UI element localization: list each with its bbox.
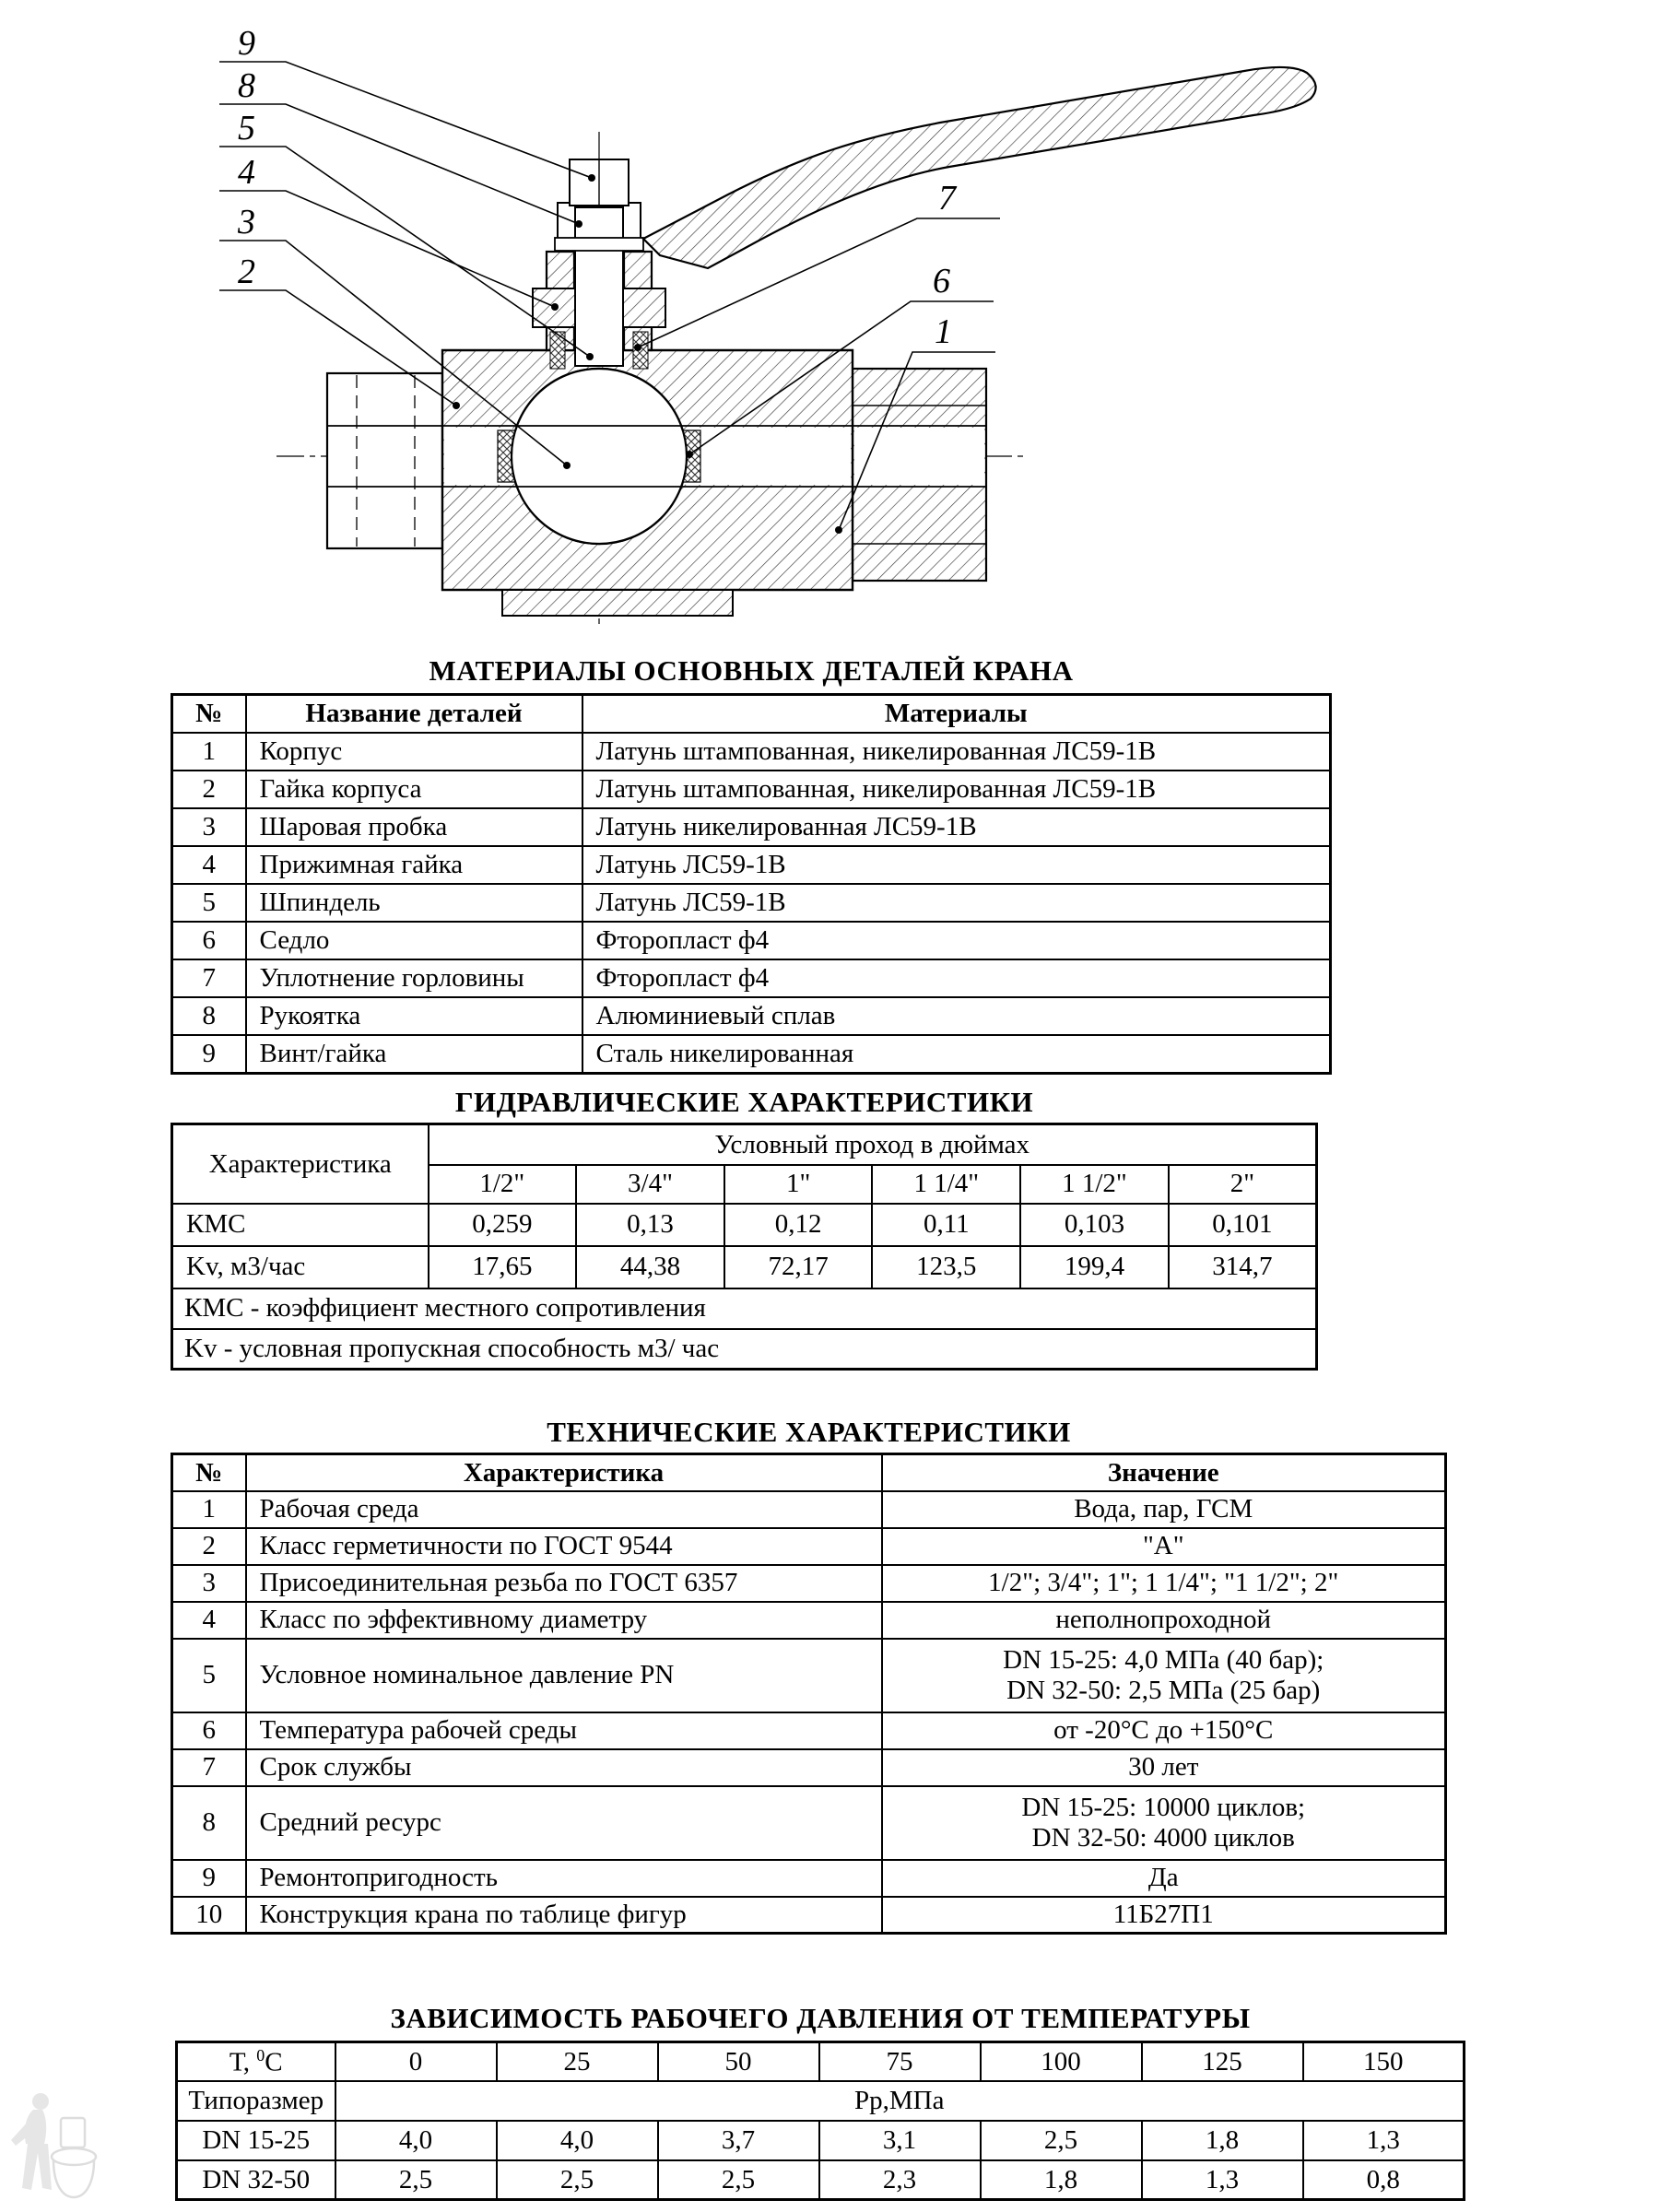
size-cell: 1 1/4" [872,1165,1020,1204]
value-cell: 30 лет [882,1749,1446,1786]
table-row [172,846,1331,884]
value-cell: 2,3 [819,2160,981,2200]
table-row [172,1204,1317,1246]
col-header-num: № [172,1454,246,1491]
temp-cell: 25 [497,2042,658,2081]
table-header-row [177,2042,1465,2081]
name-cell: Рукоятка [246,997,582,1035]
value-cell: 0,259 [429,1204,577,1246]
value-line: DN 15-25: 10000 циклов; [1021,1793,1306,1823]
table-row [172,1712,1446,1749]
value-cell: 0,103 [1020,1204,1169,1246]
material-cell: Латунь ЛС59-1В [582,884,1331,922]
num-cell: 8 [172,1786,246,1860]
callout-1: 1 [935,312,952,351]
value-cell: Вода, пар, ГСМ [882,1491,1446,1528]
footnote-cell: Kv - условная пропускная способность м3/ час [172,1329,1317,1370]
table-row [172,1786,1446,1860]
material-cell: Алюминиевый сплав [582,997,1331,1035]
hydraulic-title: ГИДРАВЛИЧЕСКИЕ ХАРАКТЕРИСТИКИ [454,1086,1034,1118]
table-row [172,733,1331,771]
value-cell: 44,38 [576,1246,724,1288]
name-cell: Рабочая среда [246,1491,882,1528]
num-cell: 2 [172,1528,246,1565]
name-cell: Средний ресурс [246,1786,882,1860]
row-label-cell: Kv, м3/час [172,1246,429,1288]
ball-plug [512,369,687,544]
value-cell: 2,5 [658,2160,819,2200]
material-cell: Латунь штампованная, никелированная ЛС59-1В [582,771,1331,808]
right-coupling-nut [853,369,986,581]
value-cell: 0,101 [1169,1204,1317,1246]
table-row [172,1528,1446,1565]
table-header-row [172,1454,1446,1491]
name-cell: Корпус [246,733,582,771]
temp-cell: 0 [335,2042,497,2081]
material-cell: Фторопласт ф4 [582,922,1331,959]
temp-header-cell [177,2042,335,2081]
material-cell: Латунь штампованная, никелированная ЛС59-1В [582,733,1331,771]
table-row [172,1246,1317,1288]
technical-title: ТЕХНИЧЕСКИЕ ХАРАКТЕРИСТИКИ [547,1416,1071,1448]
size-cell: 1/2" [429,1165,577,1204]
size-cell: 1" [724,1165,873,1204]
value-line: DN 32-50: 4000 циклов [1031,1822,1295,1853]
value-cell [882,1639,1446,1712]
temp-cell: 50 [658,2042,819,2081]
name-cell: Класс по эффективному диаметру [246,1602,882,1639]
num-cell: 5 [172,884,246,922]
callout-5: 5 [238,109,255,147]
row-label-cell: DN 15-25 [177,2121,335,2160]
name-cell: Условное номинальное давление PN [246,1639,882,1712]
stem [575,207,623,366]
size-cell: 1 1/2" [1020,1165,1169,1204]
value-line: DN 15-25: 4,0 МПа (40 бар); [1003,1645,1324,1676]
table-header-row [172,695,1331,734]
temp-label: Т, [229,2047,257,2077]
table-row [172,1639,1446,1712]
value-cell: 1/2"; 3/4"; 1"; 1 1/4"; "1 1/2"; 2" [882,1565,1446,1602]
value-cell: 2,5 [981,2121,1142,2160]
value-cell: 72,17 [724,1246,873,1288]
table-row [172,1860,1446,1897]
temp-cell: 100 [981,2042,1142,2081]
table-row [172,808,1331,846]
material-cell: Сталь никелированная [582,1035,1331,1074]
value-cell: 11Б27П1 [882,1897,1446,1934]
table-header-row [172,1124,1317,1165]
name-cell: Срок службы [246,1749,882,1786]
size-cell: 3/4" [576,1165,724,1204]
value-cell: 0,11 [872,1204,1020,1246]
value-cell: "А" [882,1528,1446,1565]
name-cell: Винт/гайка [246,1035,582,1074]
callout-2: 2 [238,253,255,291]
temp-unit: С [265,2047,283,2077]
stem-screw [570,159,629,206]
value-cell: 1,8 [1142,2121,1303,2160]
material-cell: Латунь никелированная ЛС59-1В [582,808,1331,846]
value-cell: 1,3 [1303,2121,1465,2160]
num-cell: 3 [172,808,246,846]
row-label-cell: КМС [172,1204,429,1246]
callout-8: 8 [238,66,255,105]
value-cell: 199,4 [1020,1246,1169,1288]
num-cell: 1 [172,733,246,771]
pressure-title: ЗАВИСИМОСТЬ РАБОЧЕГО ДАВЛЕНИЯ ОТ ТЕМПЕРАТУРЫ [390,2002,1251,2034]
name-cell: Присоединительная резьба по ГОСТ 6357 [246,1565,882,1602]
value-cell: 4,0 [497,2121,658,2160]
callout-4: 4 [238,153,255,192]
characteristic-header-cell: Характеристика [172,1124,429,1204]
material-cell: Латунь ЛС59-1В [582,846,1331,884]
num-cell: 6 [172,1712,246,1749]
num-cell: 10 [172,1897,246,1934]
value-cell: Да [882,1860,1446,1897]
value-cell: 2,5 [335,2160,497,2200]
value-cell: 1,3 [1142,2160,1303,2200]
name-cell: Прижимная гайка [246,846,582,884]
value-cell: 314,7 [1169,1246,1317,1288]
table-row [172,959,1331,997]
num-cell: 1 [172,1491,246,1528]
value-cell: 123,5 [872,1246,1020,1288]
num-cell: 4 [172,1602,246,1639]
temp-cell: 75 [819,2042,981,2081]
table-row [172,997,1331,1035]
num-cell: 9 [172,1035,246,1074]
callout-6: 6 [933,262,950,300]
name-cell: Температура рабочей среды [246,1712,882,1749]
col-header-material: Материалы [582,695,1331,734]
name-cell: Шпиндель [246,884,582,922]
table-row [172,771,1331,808]
span-header-cell: Условный проход в дюймах [429,1124,1317,1165]
col-header-name: Название деталей [246,695,582,734]
pressure-table [175,2041,1465,2201]
table-row [172,884,1331,922]
table-row [177,2121,1465,2160]
value-cell: 4,0 [335,2121,497,2160]
temp-cell: 150 [1303,2042,1465,2081]
left-pipe-end [327,373,442,548]
value-cell: 3,7 [658,2121,819,2160]
table-row [172,1749,1446,1786]
num-cell: 7 [172,959,246,997]
materials-title: МАТЕРИАЛЫ ОСНОВНЫХ ДЕТАЛЕЙ КРАНА [429,654,1074,687]
col-header-name: Характеристика [246,1454,882,1491]
value-cell: неполнопроходной [882,1602,1446,1639]
value-cell: 0,8 [1303,2160,1465,2200]
footnote-row [172,1288,1317,1329]
name-cell: Класс герметичности по ГОСТ 9544 [246,1528,882,1565]
pressure-label-cell: Рр,МПа [335,2081,1465,2121]
name-cell: Седло [246,922,582,959]
num-cell: 8 [172,997,246,1035]
table-row [172,1602,1446,1639]
hydraulic-table [171,1123,1318,1371]
size-label-cell: Типоразмер [177,2081,335,2121]
materials-table [171,693,1332,1075]
value-cell [882,1786,1446,1860]
col-header-value: Значение [882,1454,1446,1491]
table-row [172,1565,1446,1602]
value-cell: 1,8 [981,2160,1142,2200]
temp-sup: 0 [256,2045,265,2065]
name-cell: Гайка корпуса [246,771,582,808]
table-row [172,922,1331,959]
num-cell: 9 [172,1860,246,1897]
num-cell: 4 [172,846,246,884]
footnote-cell: КМС - коэффициент местного сопротивления [172,1288,1317,1329]
value-cell: 0,13 [576,1204,724,1246]
material-cell: Фторопласт ф4 [582,959,1331,997]
lever-handle [643,67,1316,268]
value-cell: от -20°С до +150°С [882,1712,1446,1749]
name-cell: Ремонтопригодность [246,1860,882,1897]
washer [555,238,643,251]
table-row [172,1897,1446,1934]
callout-3: 3 [238,203,255,241]
value-line: DN 32-50: 2,5 МПа (25 бар) [1006,1675,1321,1705]
num-cell: 3 [172,1565,246,1602]
technical-table [171,1453,1447,1935]
callout-7: 7 [938,179,956,218]
value-cell: 2,5 [497,2160,658,2200]
num-cell: 7 [172,1749,246,1786]
callout-9: 9 [238,24,255,63]
valve-drawing [138,14,1447,650]
body-bottom-step [502,590,733,616]
size-cell: 2" [1169,1165,1317,1204]
col-header-num: № [172,695,246,734]
num-cell: 5 [172,1639,246,1712]
table-row [172,1035,1331,1074]
temp-cell: 125 [1142,2042,1303,2081]
watermark-plumber-logo [7,2085,109,2212]
value-cell: 3,1 [819,2121,981,2160]
value-cell: 17,65 [429,1246,577,1288]
value-cell: 0,12 [724,1204,873,1246]
num-cell: 2 [172,771,246,808]
table-row [172,1491,1446,1528]
table-row [177,2160,1465,2200]
num-cell: 6 [172,922,246,959]
name-cell: Уплотнение горловины [246,959,582,997]
footnote-row [172,1329,1317,1370]
name-cell: Конструкция крана по таблице фигур [246,1897,882,1934]
size-label-row [177,2081,1465,2121]
row-label-cell: DN 32-50 [177,2160,335,2200]
name-cell: Шаровая пробка [246,808,582,846]
